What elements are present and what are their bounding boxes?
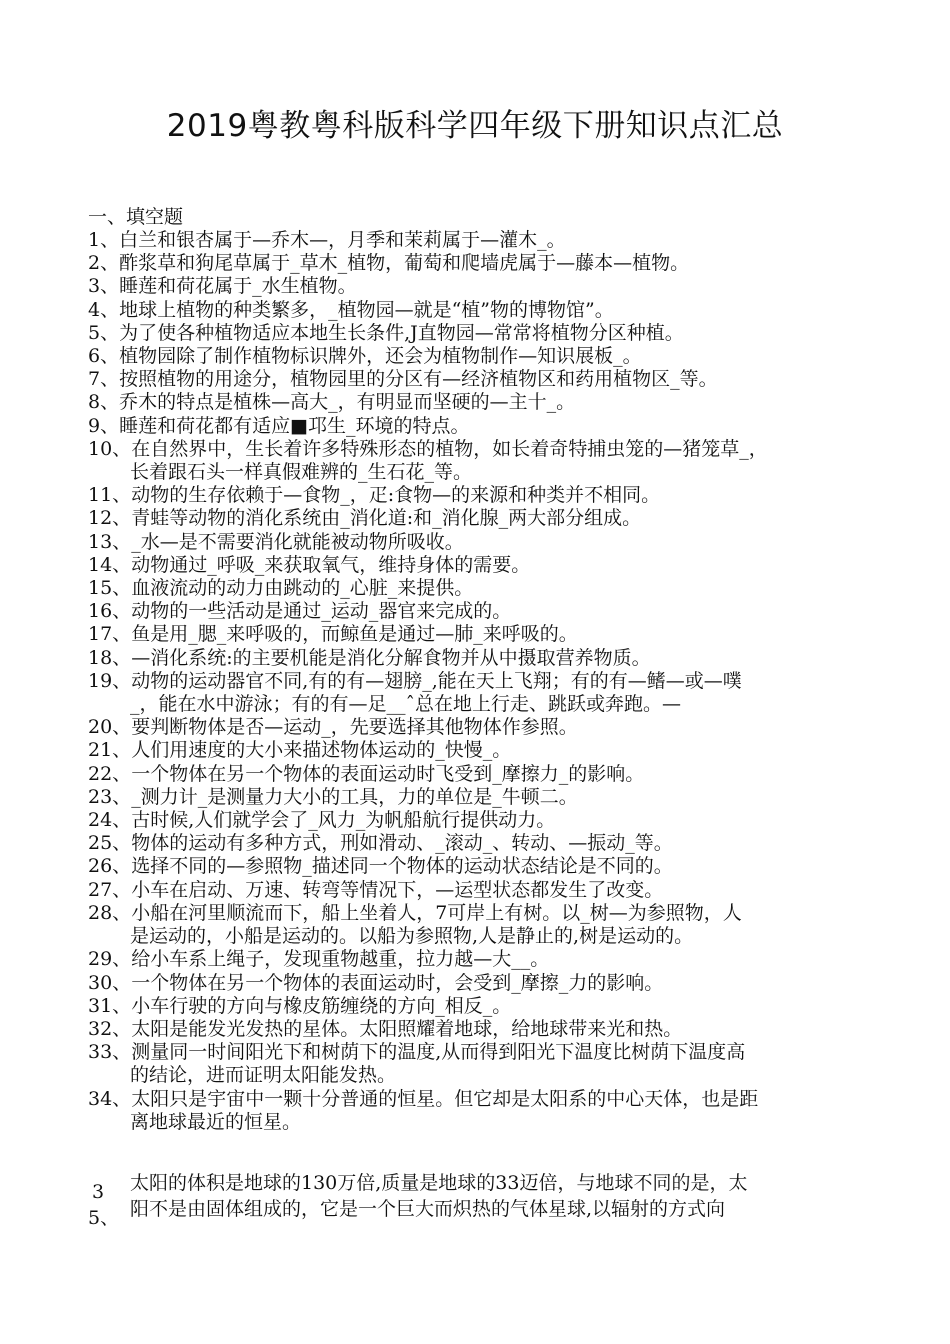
item-text: 睡莲和荷花属于_水生植物。 (119, 275, 357, 298)
item-number: 14、 (88, 553, 132, 576)
item-number: 26、 (88, 855, 132, 878)
item-number: 7、 (88, 368, 120, 391)
item-number: 27、 (88, 878, 132, 901)
item-number: 2、 (88, 252, 120, 275)
item-number: 13、 (88, 530, 132, 553)
list-item (88, 995, 878, 1018)
item-text: 鱼是用_腮_来呼吸的，而鲸鱼是通过—肺_来呼吸的。 (131, 623, 578, 646)
list-item (88, 554, 878, 577)
list-item (88, 415, 878, 438)
item-text: 青蛙等动物的消化系统由_消化道:和_消化腺_两大部分组成。 (131, 507, 642, 530)
item-number: 23、 (88, 785, 132, 808)
item-number-part1: 3 (92, 1181, 105, 1203)
item-text: 血液流动的动力由跳动的_心脏_来提供。 (131, 577, 474, 600)
document-title: 2019粤教粤科版科学四年级下册知识点汇总 (166, 108, 784, 144)
item-text: _测力计_是测量力大小的工具，力的单位是_牛顿二。 (131, 785, 578, 808)
item-text-line2: 阳不是由固体组成的，它是一个巨大而炽热的气体星球,以辐射的方式向 (130, 1198, 726, 1220)
item-text: _水—是不需要消化就能被动物所吸收。 (131, 530, 464, 553)
list-item (88, 786, 878, 809)
item-number: 1、 (88, 229, 120, 251)
item-number: 17、 (88, 623, 132, 646)
item-text: 按照植物的用途分，植物园里的分区有—经济植物区和药用植物区_等。 (119, 368, 718, 391)
item-number: 34、 (88, 1087, 132, 1110)
item-text: 要判断物体是否—运动_，先要选择其他物体作参照。 (131, 716, 578, 739)
item-text-continuation: 的结论，进而证明太阳能发热。 (130, 1064, 397, 1087)
list-item (88, 809, 878, 832)
item-number: 6、 (88, 345, 120, 368)
item-text: 在自然界中，生长着许多特殊形态的植物，如长着奇特捕虫笼的—猪笼草_， (131, 437, 768, 460)
item-text-continuation: 是运动的，小船是运动的。以船为参照物,人是静止的,树是运动的。 (130, 925, 694, 948)
list-item (88, 623, 878, 646)
list-item (88, 507, 878, 530)
item-number: 4、 (88, 298, 120, 321)
list-item (88, 577, 878, 600)
list-item (88, 368, 878, 391)
list-item (88, 438, 878, 484)
list-item (88, 902, 878, 948)
item-number: 19、 (88, 669, 132, 692)
list-item (88, 879, 878, 902)
item-number: 28、 (88, 901, 132, 924)
list-item (88, 855, 878, 878)
item-number: 18、 (88, 646, 132, 669)
list-item (88, 1041, 878, 1087)
list-item (88, 948, 878, 971)
item-text: 物体的运动有多种方式，刑如滑动、_滚动_、转动、—振动_等。 (131, 832, 673, 855)
list-item (88, 345, 878, 368)
item-number: 22、 (88, 762, 132, 785)
list-item (88, 322, 878, 345)
item-text: 选择不同的—参照物_描述同一个物体的运动状态结论是不同的。 (131, 855, 673, 878)
item-text: 给小车系上绳子，发现重物越重，拉力越—大__。 (131, 948, 550, 971)
item-text: 动物通过_呼吸_来获取氧气，维持身体的需要。 (131, 553, 531, 576)
item-number: 21、 (88, 739, 132, 762)
list-item (88, 299, 878, 322)
item-text: 一个物体在另一个物体的表面运动时飞受到_摩擦力_的影响。 (131, 762, 645, 785)
item-number: 9、 (88, 414, 120, 437)
item-text-continuation: 离地球最近的恒星。 (130, 1110, 302, 1133)
item-number: 24、 (88, 809, 132, 832)
list-item (88, 670, 878, 716)
item-number: 25、 (88, 832, 132, 855)
list-item (88, 531, 878, 554)
list-item (88, 832, 878, 855)
item-number: 5、 (88, 321, 120, 344)
item-number: 3、 (88, 275, 120, 298)
item-text: 太阳只是宇宙中一颗十分普通的恒星。但它却是太阳系的中心天体，也是距 (131, 1087, 759, 1110)
item-text: 一个物体在另一个物体的表面运动时，会受到_摩擦_力的影响。 (131, 971, 664, 994)
item-number: 33、 (88, 1041, 132, 1064)
item-number: 32、 (88, 1017, 132, 1040)
item-text: —消化系统:的主要机能是消化分解食物并从中摄取营养物质。 (131, 646, 651, 669)
item-number: 8、 (88, 391, 120, 414)
item-text-continuation: _，能在水中游泳；有的有—足__ˆ总在地上行走、跳跃或奔跑。— (130, 693, 682, 716)
item-text: 测量同一时间阳光下和树荫下的温度,从而得到阳光下温度比树荫下温度高 (131, 1041, 746, 1064)
item-text: 小船在河里顺流而下，船上坐着人，7可岸上有树。以_树—为参照物，人 (131, 901, 742, 924)
item-text: 小车在启动、万速、转弯等情况下，—运型状态都发生了改变。 (131, 878, 664, 901)
item-number: 20、 (88, 716, 132, 739)
item-number: 12、 (88, 507, 132, 530)
list-item (88, 275, 878, 298)
item-text-continuation: 长着跟石头一样真假难辨的_生石花_等。 (130, 461, 473, 484)
item-text: 白兰和银杏属于—乔木—，月季和茉莉属于—灌木_。 (119, 229, 566, 251)
item-text: 人们用速度的大小来描述物体运动的_快慢_。 (131, 739, 512, 762)
list-item (88, 229, 878, 252)
item-text: 乔木的特点是植株—高大_，有明显而坚硬的—主十_。 (119, 391, 576, 414)
list-item (88, 1018, 878, 1041)
item-number: 10、 (88, 437, 132, 460)
item-text: 为了使各种植物适应本地生长条件,J直物园—常常将植物分区种植。 (119, 321, 684, 344)
list-item (88, 1088, 878, 1134)
list-item (88, 739, 878, 762)
item-text: 动物的一些活动是通过_运动_器官来完成的。 (131, 600, 512, 623)
list-item (88, 252, 878, 275)
item-number: 15、 (88, 577, 132, 600)
question-list (88, 229, 878, 1134)
item-text-line1: 太阳的体积是地球的130万倍,质量是地球的33迈倍，与地球不同的是，太 (130, 1172, 748, 1194)
item-number: 30、 (88, 971, 132, 994)
list-item (88, 391, 878, 414)
item-number: 31、 (88, 994, 132, 1017)
item-text: 睡莲和荷花都有适应■邛生_环境的特点。 (119, 414, 470, 437)
item-text: 植物园除了制作植物标识牌外，还会为植物制作—知识展板_。 (119, 345, 642, 368)
list-item (88, 647, 878, 670)
item-text: 太阳是能发光发热的星体。太阳照耀着地球，给地球带来光和热。 (131, 1017, 683, 1040)
item-text: 酢浆草和狗尾草属于_草木_植物，葡萄和爬墙虎属于—藤本—植物。 (119, 252, 690, 275)
list-item (88, 972, 878, 995)
item-number: 11、 (88, 484, 132, 507)
list-item (88, 763, 878, 786)
list-item (88, 484, 878, 507)
list-item (88, 600, 878, 623)
item-text: 动物的生存依赖于—食物_，疋:食物—的来源和种类并不相同。 (131, 484, 661, 507)
item-text: 动物的运动器官不同,有的有—翅膀_,能在天上飞翔；有的有—鳍—或—噗 (131, 669, 742, 692)
item-text: 古时候,人们就学会了_风力_为帆船航行提供动力。 (131, 809, 556, 832)
list-item (88, 716, 878, 739)
section-heading: 一、填空题 (88, 206, 184, 228)
item-text: 地球上植物的种类繁多，_植物园—就是“植”物的博物馆”。 (119, 298, 614, 321)
item-number: 16、 (88, 600, 132, 623)
item-text: 小车行驶的方向与橡皮筋缠绕的方向_相反_。 (131, 994, 512, 1017)
item-number-part2: 5、 (88, 1207, 120, 1229)
item-number: 29、 (88, 948, 132, 971)
